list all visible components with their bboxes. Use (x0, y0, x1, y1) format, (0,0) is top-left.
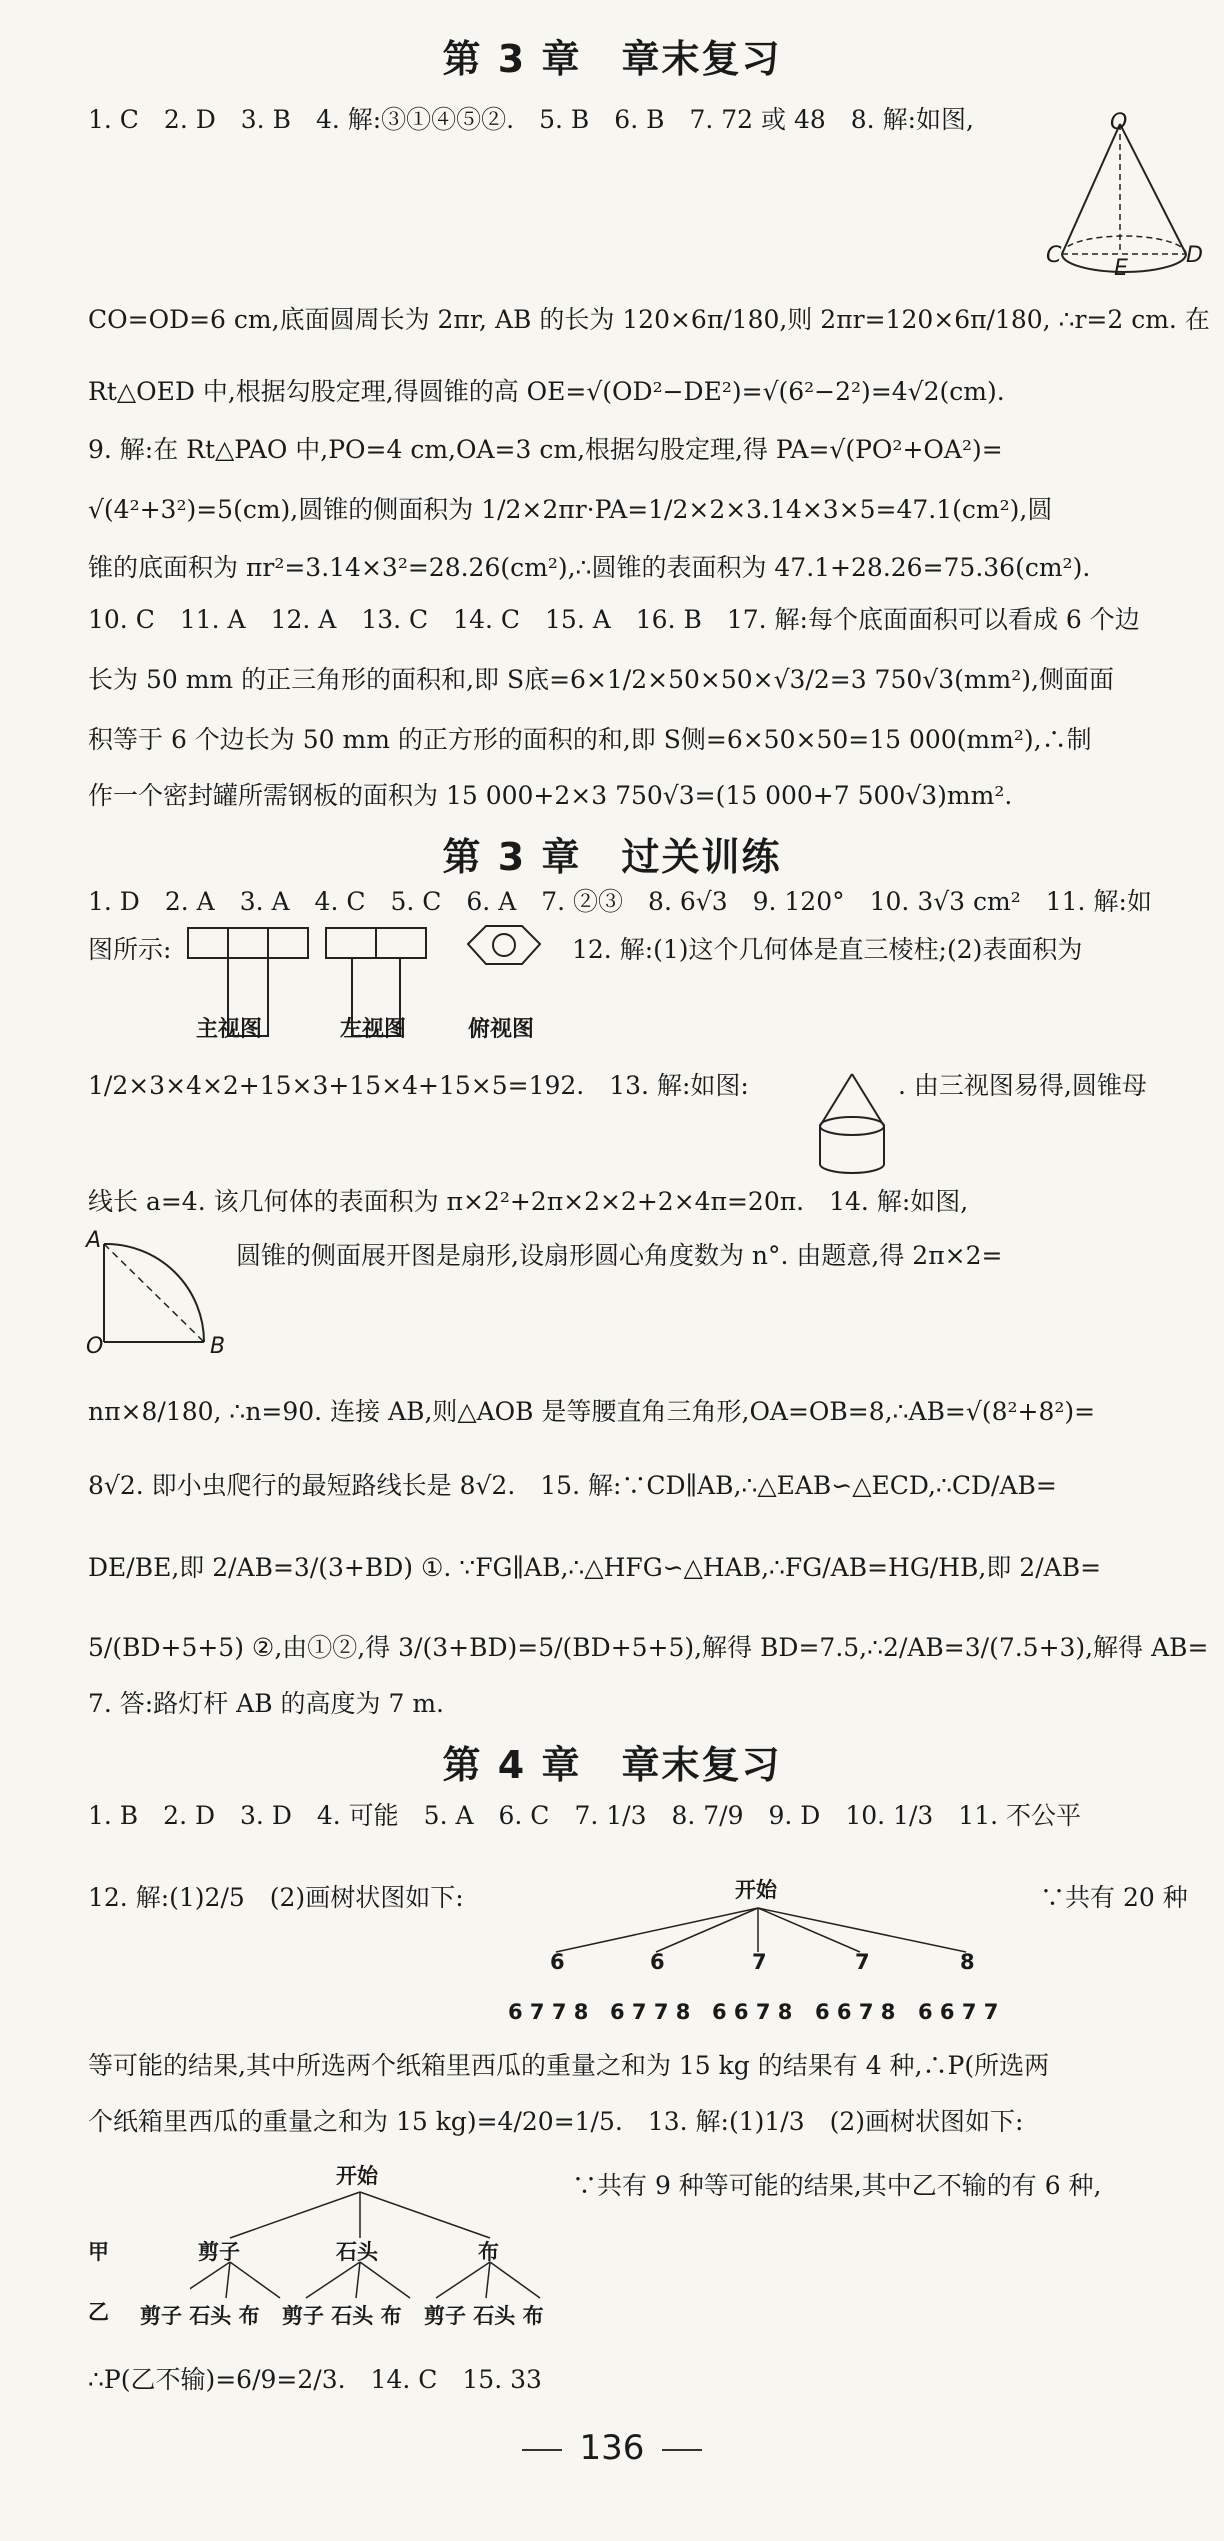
tree2-row-label-jia: 甲 (88, 2240, 109, 2264)
text-line: 1. C 2. D 3. B 4. 解:③①④⑤②. 5. B 6. B 7. 72 或 48 8. 解:如图, (88, 105, 974, 134)
cone-label-e: E (1114, 256, 1128, 281)
tree2-node: 布 (478, 2240, 499, 2264)
tree1-node: 6 (550, 1950, 565, 1974)
chapter3-training-heading: 第 3 章 过关训练 (442, 835, 782, 879)
tree2-node: 剪子 (198, 2240, 240, 2264)
cone-label-o: O (1110, 110, 1128, 135)
page-number-dash-right (662, 2449, 702, 2451)
text-line: 锥的底面积为 πr²=3.14×3²=28.26(cm²),∴圆锥的表面积为 47.1+28.26=75.36(cm²). (88, 553, 1091, 582)
text-line: 个纸箱里西瓜的重量之和为 15 kg)=4/20=1/5. 13. 解:(1)1/3 (2)画树状图如下: (88, 2107, 1024, 2136)
text-line: 长为 50 mm 的正三角形的面积和,即 S底=6×1/2×50×50×√3/2=3 750√3(mm²),侧面面 (88, 665, 1114, 694)
tree1-node: 8 (960, 1950, 975, 1974)
text-line: 12. 解:(1)2/5 (2)画树状图如下: (88, 1883, 464, 1912)
text-line: 1. D 2. A 3. A 4. C 5. C 6. A 7. ②③ 8. 6√3 9. 120° 10. 3√3 cm² 11. 解:如 (88, 887, 1152, 916)
page-number-value: 136 (579, 2428, 645, 2468)
cone-cylinder-figure (812, 1070, 892, 1180)
text-line: nπ×8/180, ∴n=90. 连接 AB,则△AOB 是等腰直角三角形,OA=OB=8,∴AB=√(8²+8²)= (88, 1397, 1096, 1426)
left-view-label: 左视图 (340, 1017, 407, 1042)
page-number (0, 2428, 1224, 2468)
sector-label-b: B (210, 1334, 226, 1359)
text-line: DE/BE,即 2/AB=3/(3+BD) ①. ∵FG∥AB,∴△HFG∽△HAB,∴FG/AB=HG/HB,即 2/AB= (88, 1553, 1102, 1582)
text-line: ∴P(乙不输)=6/9=2/3. 14. C 15. 33 (88, 2365, 542, 2394)
page-number-dash-left (522, 2449, 562, 2451)
tree1-node: 7 (855, 1950, 870, 1974)
text-line: CO=OD=6 cm,底面圆周长为 2πr, AB 的长为 120×6π/180,则 2πr=120×6π/180, ∴r=2 cm. 在 (88, 305, 1210, 334)
text-line: 1/2×3×4×2+15×3+15×4+15×5=192. 13. 解:如图: (88, 1071, 749, 1100)
tree1-leaves: 6 6 7 7 (918, 2000, 999, 2024)
top-view-label: 俯视图 (468, 1017, 535, 1042)
text-line: ∵共有 20 种 (1040, 1883, 1188, 1912)
chapter4-review-heading: 第 4 章 章末复习 (442, 1743, 782, 1787)
tree1-node: 6 (650, 1950, 665, 1974)
text-line: 12. 解:(1)这个几何体是直三棱柱;(2)表面积为 (572, 935, 1083, 964)
sector-label-o: O (86, 1334, 104, 1359)
text-line: Rt△OED 中,根据勾股定理,得圆锥的高 OE=√(OD²−DE²)=√(6²−2²)=4√2(cm). (88, 377, 1005, 406)
text-line: ∵共有 9 种等可能的结果,其中乙不输的有 6 种, (572, 2171, 1102, 2200)
text-line: 等可能的结果,其中所选两个纸箱里西瓜的重量之和为 15 kg 的结果有 4 种,∴P(所选两 (88, 2051, 1050, 2080)
text-line: . 由三视图易得,圆锥母 (898, 1071, 1147, 1100)
text-line: 线长 a=4. 该几何体的表面积为 π×2²+2π×2×2+2×4π=20π. 14. 解:如图, (88, 1187, 969, 1216)
text-line: 作一个密封罐所需钢板的面积为 15 000+2×3 750√3=(15 000+7 500√3)mm². (88, 781, 1013, 810)
tree2-root: 开始 (336, 2164, 378, 2188)
text-line: 图所示: (88, 935, 172, 964)
tree2-leaves: 剪子 石头 布 (140, 2304, 260, 2328)
text-line: 9. 解:在 Rt△PAO 中,PO=4 cm,OA=3 cm,根据勾股定理,得 PA=√(PO²+OA²)= (88, 435, 1003, 464)
tree1-leaves: 6 6 7 8 (712, 2000, 793, 2024)
cone-label-d: D (1186, 243, 1203, 268)
tree2-row-label-yi: 乙 (88, 2300, 109, 2324)
tree2-node: 石头 (336, 2240, 378, 2264)
text-line: 5/(BD+5+5) ②,由①②,得 3/(3+BD)=5/(BD+5+5),解得 BD=7.5,∴2/AB=3/(7.5+3),解得 AB= (88, 1633, 1209, 1662)
sector-figure (94, 1236, 224, 1356)
text-line: 积等于 6 个边长为 50 mm 的正方形的面积的和,即 S侧=6×50×50=15 000(mm²),∴制 (88, 725, 1092, 754)
tree2-leaves: 剪子 石头 布 (424, 2304, 544, 2328)
tree1-leaves: 6 7 7 8 (610, 2000, 691, 2024)
tree1-leaves: 6 7 7 8 (508, 2000, 589, 2024)
text-line: 7. 答:路灯杆 AB 的高度为 7 m. (88, 1689, 444, 1718)
text-line: 1. B 2. D 3. D 4. 可能 5. A 6. C 7. 1/3 8. 7/9 9. D 10. 1/3 11. 不公平 (88, 1801, 1081, 1830)
tree1-leaves: 6 6 7 8 (815, 2000, 896, 2024)
tree1-root: 开始 (735, 1878, 777, 1902)
tree2-leaves: 剪子 石头 布 (282, 2304, 402, 2328)
chapter3-review-heading: 第 3 章 章末复习 (442, 37, 782, 81)
tree1-node: 7 (752, 1950, 767, 1974)
text-line: 10. C 11. A 12. A 13. C 14. C 15. A 16. B 17. 解:每个底面面积可以看成 6 个边 (88, 605, 1140, 634)
text-line: √(4²+3²)=5(cm),圆锥的侧面积为 1/2×2πr·PA=1/2×2×3.14×3×5=47.1(cm²),圆 (88, 495, 1053, 524)
text-line: 圆锥的侧面展开图是扇形,设扇形圆心角度数为 n°. 由题意,得 2π×2= (236, 1241, 1003, 1270)
cone-label-c: C (1046, 243, 1062, 268)
text-line: 8√2. 即小虫爬行的最短路线长是 8√2. 15. 解:∵CD∥AB,∴△EAB∽△ECD,∴CD/AB= (88, 1471, 1057, 1500)
front-view-label: 主视图 (196, 1017, 263, 1042)
sector-label-a: A (86, 1228, 102, 1253)
tree-diagram-1-lines (500, 1900, 1020, 1990)
